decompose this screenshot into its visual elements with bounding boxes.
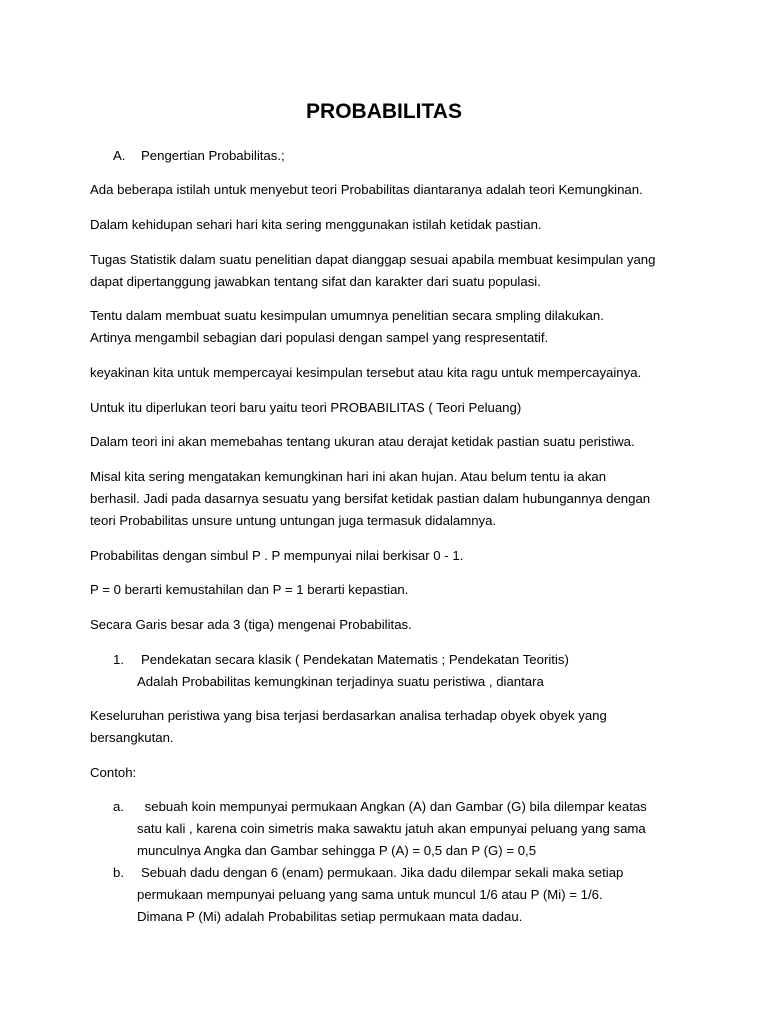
- paragraph-4-line-2: Artinya mengambil sebagian dari populasi dengan sampel yang respresentatif.: [90, 330, 549, 345]
- paragraph-12-line-1: Keseluruhan peristiwa yang bisa terjasi berdasarkan analisa terhadap obyek obyek yang: [90, 708, 607, 723]
- example-a-line-3: munculnya Angka dan Gambar sehingga P (A) = 0,5 dan P (G) = 0,5: [137, 843, 537, 858]
- paragraph-9: Probabilitas dengan simbul P . P mempunyai nilai berkisar 0 - 1.: [90, 548, 464, 563]
- contoh-label: Contoh:: [90, 765, 137, 780]
- paragraph-11: Secara Garis besar ada 3 (tiga) mengenai Probabilitas.: [90, 617, 412, 632]
- list-item-1-line-1: Pendekatan secara klasik ( Pendekatan Matematis ; Pendekatan Teoritis): [141, 652, 569, 667]
- example-b-line-2: permukaan mempunyai peluang yang sama untuk muncul 1/6 atau P (Mi) = 1/6.: [137, 887, 603, 902]
- paragraph-8-line-1: Misal kita sering mengatakan kemungkinan hari ini akan hujan. Atau belum tentu ia akan: [90, 469, 607, 484]
- section-a-marker: A.: [113, 148, 126, 163]
- paragraph-6: Untuk itu diperlukan teori baru yaitu teori PROBABILITAS ( Teori Peluang): [90, 400, 522, 415]
- paragraph-4-line-1: Tentu dalam membuat suatu kesimpulan umumnya penelitian secara smpling dilakukan.: [90, 308, 604, 323]
- example-a-line-1: sebuah koin mempunyai permukaan Angkan (A) dan Gambar (G) bila dilempar keatas: [141, 799, 647, 814]
- paragraph-2: Dalam kehidupan sehari hari kita sering menggunakan istilah ketidak pastian.: [90, 217, 542, 232]
- paragraph-8-line-3: teori Probabilitas unsure untung untungan juga termasuk didalamnya.: [90, 513, 497, 528]
- paragraph-5: keyakinan kita untuk mempercayai kesimpulan tersebut atau kita ragu untuk mempercayainya.: [90, 365, 642, 380]
- example-b: [113, 862, 713, 884]
- example-b-line-3: Dimana P (Mi) adalah Probabilitas setiap permukaan mata dadau.: [137, 909, 523, 924]
- list-item-1-line-2: Adalah Probabilitas kemungkinan terjadinya suatu peristiwa , diantara: [137, 674, 544, 689]
- paragraph-12-line-2: bersangkutan.: [90, 730, 174, 745]
- section-a-text: Pengertian Probabilitas.;: [141, 148, 285, 163]
- paragraph-1: Ada beberapa istilah untuk menyebut teori Probabilitas diantaranya adalah teori Kemungkinan.: [90, 182, 643, 197]
- paragraph-7: Dalam teori ini akan memebahas tentang ukuran atau derajat ketidak pastian suatu peristiwa.: [90, 434, 635, 449]
- section-a-heading: [113, 145, 713, 167]
- example-b-line-1: Sebuah dadu dengan 6 (enam) permukaan. Jika dadu dilempar sekali maka setiap: [141, 865, 624, 880]
- document-title: PROBABILITAS: [306, 100, 462, 123]
- paragraph-8-line-2: berhasil. Jadi pada dasarnya sesuatu yang bersifat ketidak pastian dalam hubungannya dengan: [90, 491, 651, 506]
- list-item-1: [113, 649, 713, 671]
- example-a-marker: a.: [113, 799, 124, 814]
- paragraph-3-line-2: dapat dipertanggung jawabkan tentang sifat dan karakter dari suatu populasi.: [90, 274, 541, 289]
- paragraph-10: P = 0 berarti kemustahilan dan P = 1 berarti kepastian.: [90, 582, 409, 597]
- list-item-1-marker: 1.: [113, 652, 124, 667]
- example-a: [113, 796, 713, 818]
- paragraph-3-line-1: Tugas Statistik dalam suatu penelitian dapat dianggap sesuai apabila membuat kesimpulan yang: [90, 252, 656, 267]
- example-a-line-2: satu kali , karena coin simetris maka sawaktu jatuh akan empunyai peluang yang sama: [137, 821, 646, 836]
- example-b-marker: b.: [113, 865, 124, 880]
